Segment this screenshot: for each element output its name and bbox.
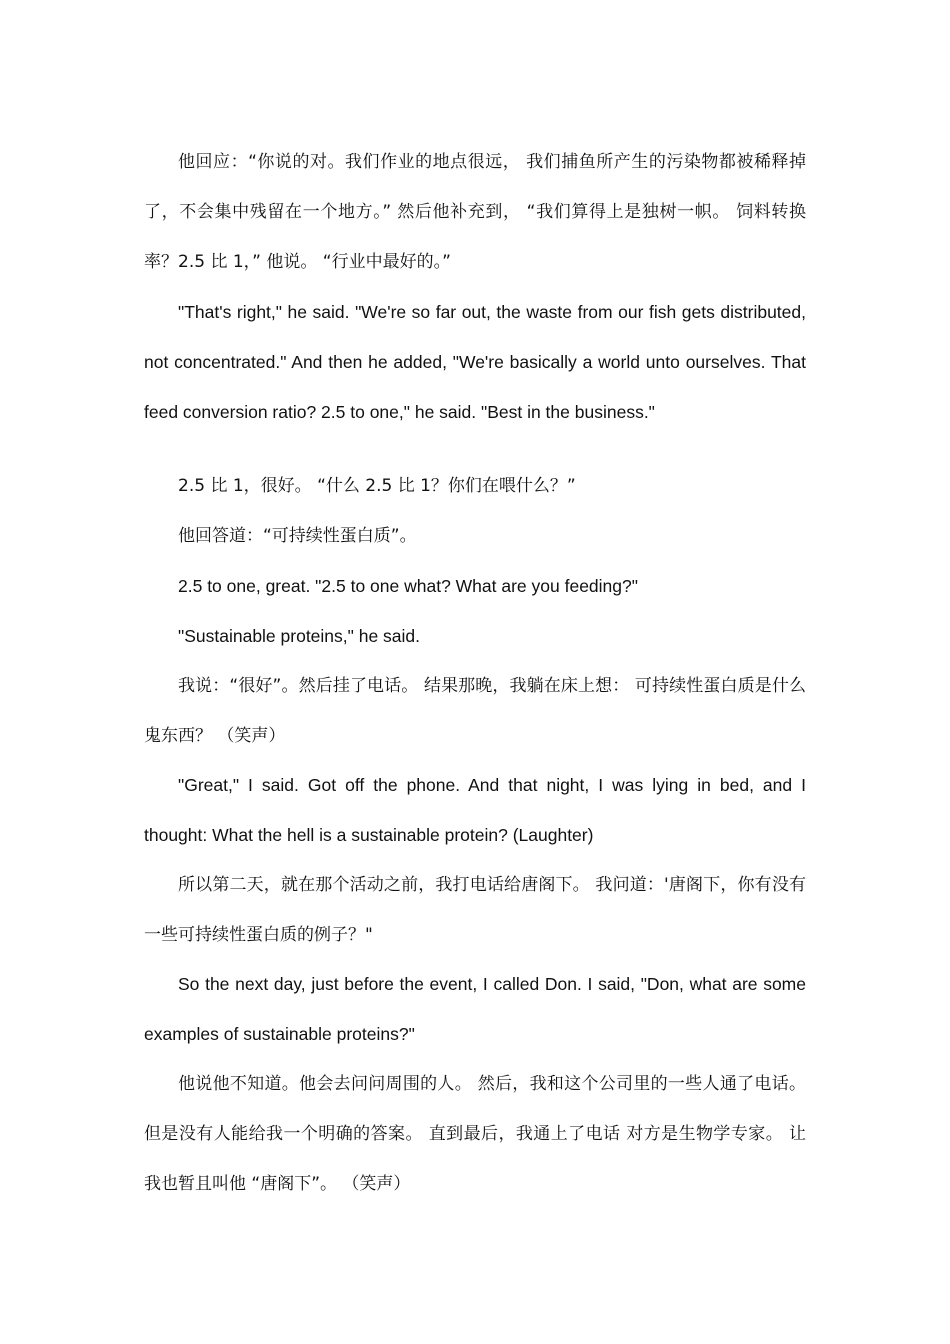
paragraph-zh-3: 他回答道：“可持续性蛋白质”。: [178, 526, 417, 546]
paragraph-en-3: "Sustainable proteins," he said.: [178, 626, 421, 646]
paragraph-zh-5: 所以第二天，就在那个活动之前，我打电话给唐阁下。 我问道：'唐阁下，你有没有一些可持续性蛋白质的例子？": [144, 875, 806, 945]
paragraph-en-5: So the next day, just before the event, I called Don. I said, "Don, what are some examples of sustainable proteins?": [144, 974, 806, 1044]
paragraph-en-4: "Great," I said. Got off the phone. And that night, I was lying in bed, and I thought: What the hell is a sustainable protein? (Laughter): [144, 775, 806, 845]
paragraph-en-2: 2.5 to one, great. "2.5 to one what? What are you feeding?": [178, 576, 638, 596]
paragraph-zh-2: 2.5 比 1，很好。 “什么 2.5 比 1？你们在喂什么？”: [178, 476, 576, 496]
paragraph-zh-1: 他回应：“你说的对。我们作业的地点很远， 我们捕鱼所产生的污染物都被稀释掉了，不会集中残留在一个地方。” 然后他补充到， “我们算得上是独树一帜。 饲料转换率？2.5 比 1，” 他说。 “行业中最好的。”: [144, 152, 806, 272]
paragraph-zh-6: 他说他不知道。他会去问问周围的人。 然后，我和这个公司里的一些人通了电话。 但是没有人能给我一个明确的答案。 直到最后，我通上了电话 对方是生物学专家。 让我也暂且叫他 “唐阁下”。 （笑声）: [144, 1074, 806, 1194]
paragraph-en-1: "That's right," he said. "We're so far out, the waste from our fish gets distributed, not concentrated." And then he added, "We're basically a world unto ourselves. That feed conversion ratio? 2.5 to one," he said. "Best in the business.": [144, 302, 806, 422]
paragraph-zh-4: 我说：“很好”。然后挂了电话。 结果那晚，我躺在床上想： 可持续性蛋白质是什么鬼东西？ （笑声）: [144, 676, 806, 746]
